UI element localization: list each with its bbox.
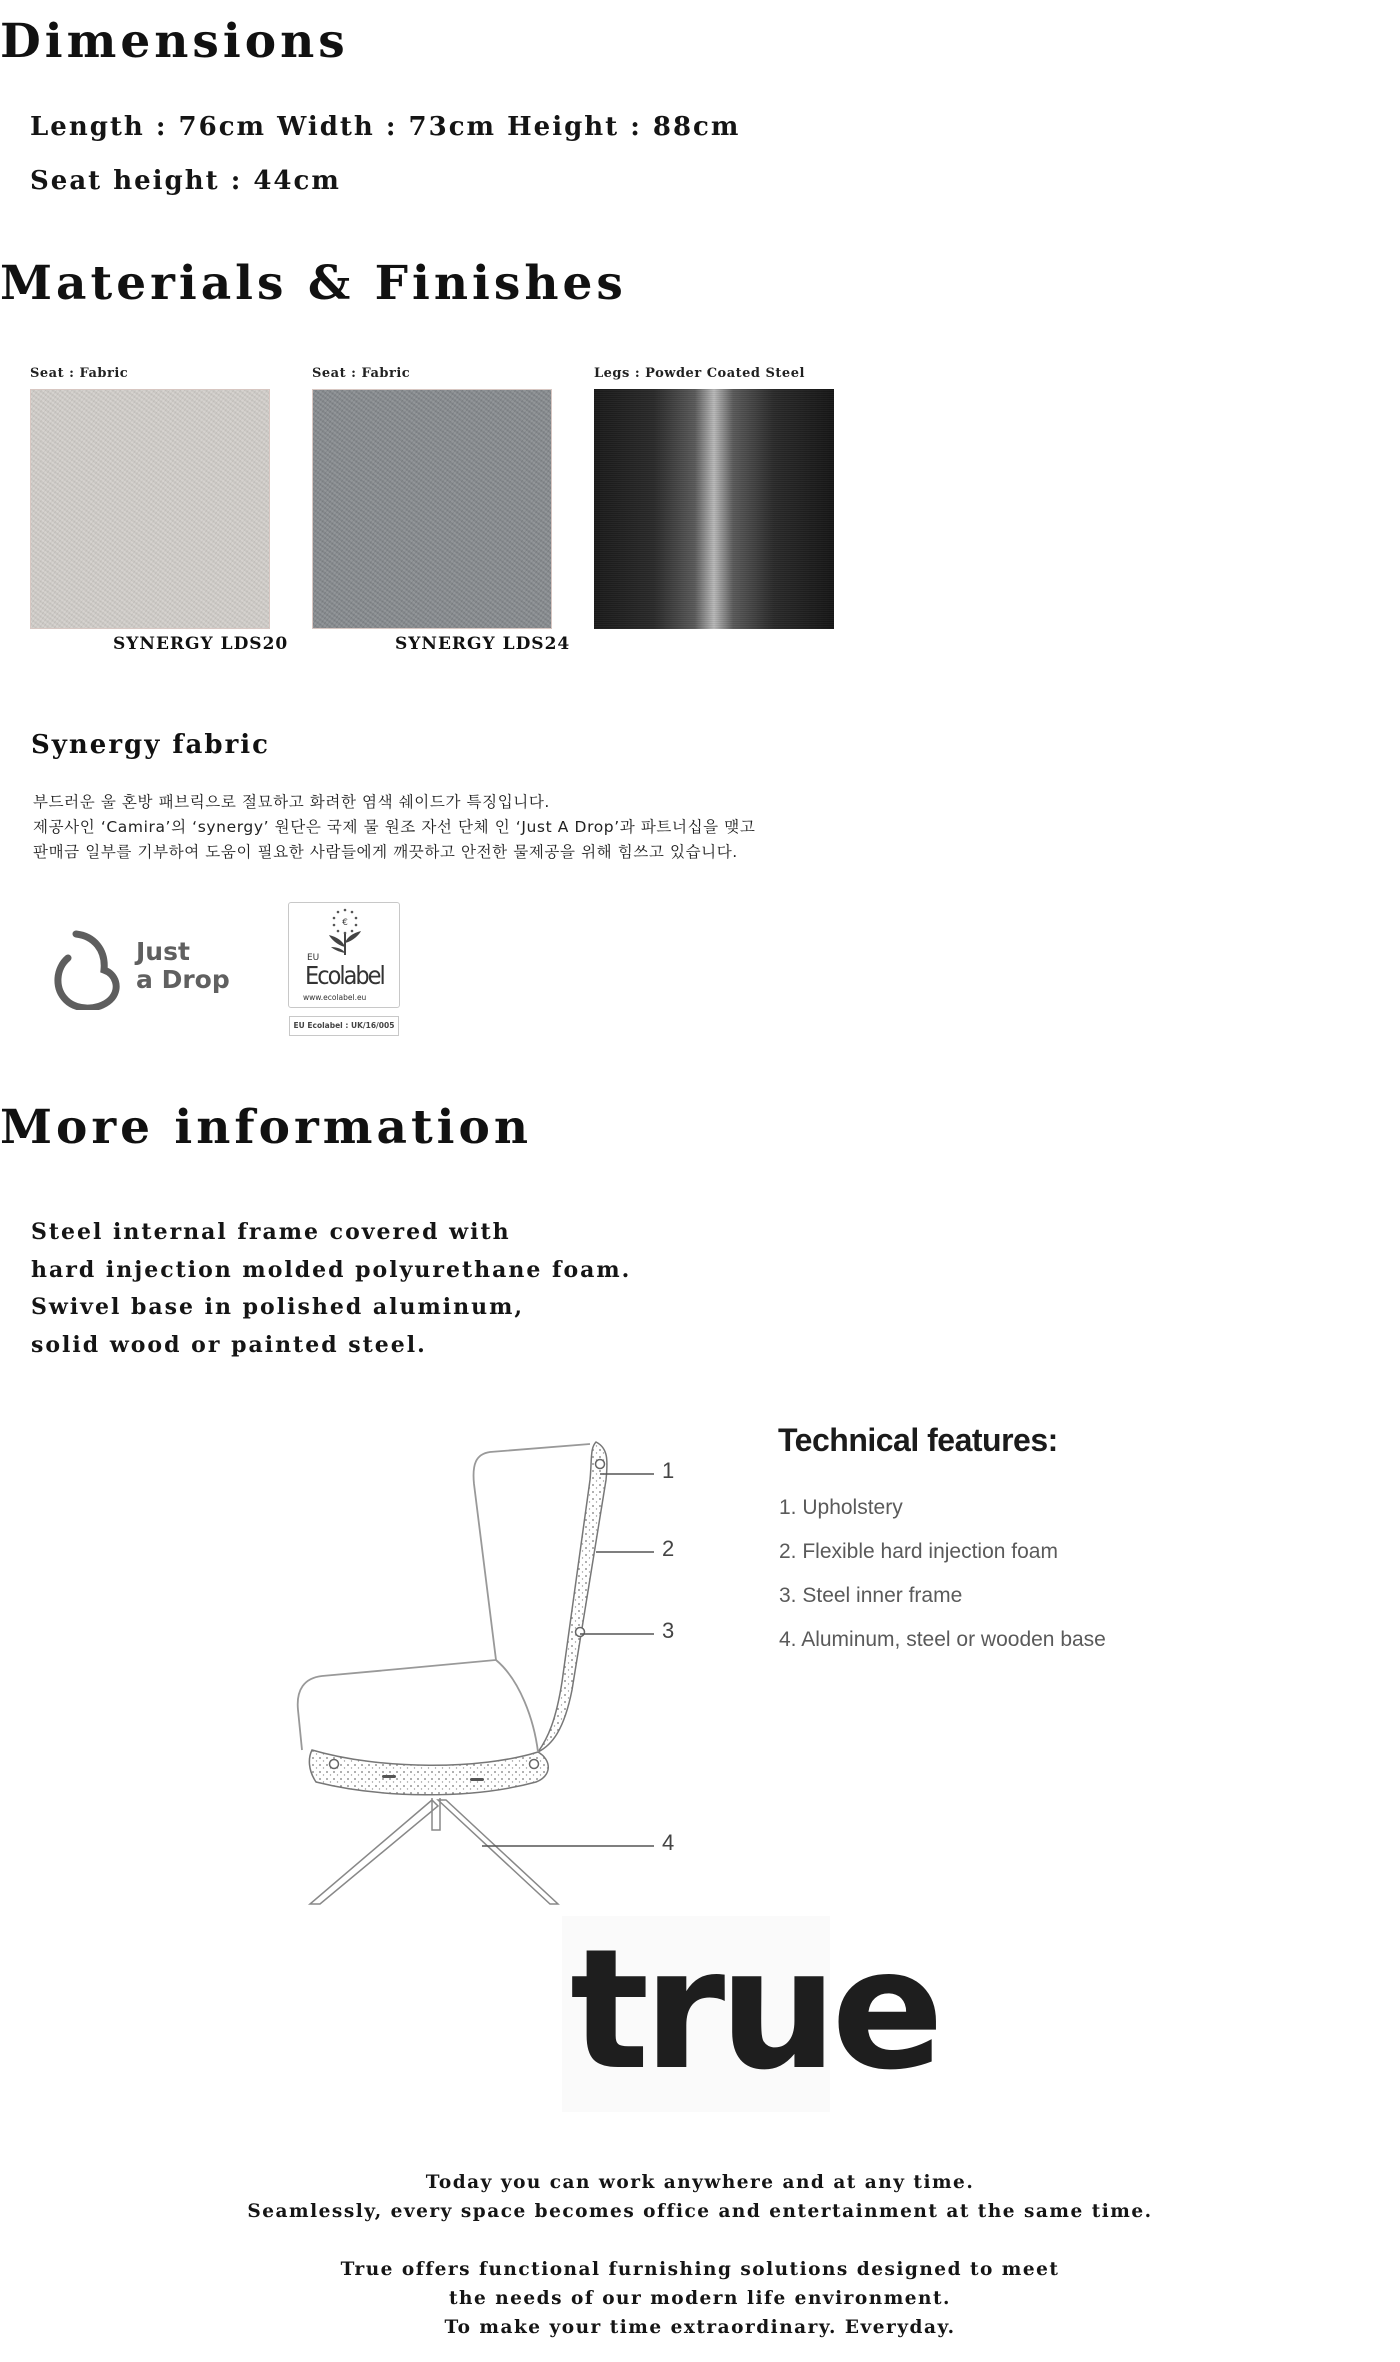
steel-swatch bbox=[594, 389, 834, 629]
upholstery-outline bbox=[298, 1444, 590, 1750]
ecolabel-flower-icon bbox=[323, 907, 367, 957]
footer-line: To make your time extraordinary. Everyday. bbox=[444, 2317, 956, 2338]
swatch-caption: Legs : Powder Coated Steel bbox=[594, 366, 805, 381]
brand-logo-box bbox=[562, 1914, 938, 2112]
footer-spacer bbox=[0, 2226, 1400, 2255]
dimensions-heading: Dimensions bbox=[0, 14, 349, 69]
more-info-text bbox=[31, 1214, 631, 1364]
fabric-description bbox=[33, 790, 755, 865]
fabric-description-line: 부드러운 울 혼방 패브릭으로 절묘하고 화려한 염색 쉐이드가 특징입니다. bbox=[33, 793, 550, 811]
ecolabel-word: Ecolabel bbox=[305, 961, 384, 990]
technical-features-list bbox=[779, 1486, 1106, 1662]
dimensions-size-line: Length : 76cm Width : 73cm Height : 88cm bbox=[30, 112, 741, 142]
footer-line: Today you can work anywhere and at any time. bbox=[425, 2172, 975, 2193]
technical-features-title: Technical features: bbox=[778, 1422, 1058, 1458]
materials-heading: Materials & Finishes bbox=[0, 256, 627, 311]
callout-1: 1 bbox=[662, 1458, 675, 1483]
fabric-heading: Synergy fabric bbox=[31, 730, 270, 760]
fabric-description-line: 제공사인 ‘Camira’의 ‘synergy’ 원단은 국제 물 원조 자선 단체 인 ‘Just A Drop’과 파트너십을 맺고 bbox=[33, 818, 756, 836]
just-a-drop-line2: a Drop bbox=[136, 965, 230, 994]
more-info-line: solid wood or painted steel. bbox=[31, 1331, 427, 1358]
dimensions-seat-height-line: Seat height : 44cm bbox=[30, 166, 341, 196]
callout-3: 3 bbox=[662, 1618, 675, 1643]
more-info-line: Steel internal frame covered with bbox=[31, 1219, 511, 1245]
technical-feature-item: 4. Aluminum, steel or wooden base bbox=[779, 1628, 1106, 1651]
more-info-line: Swivel base in polished aluminum, bbox=[31, 1294, 525, 1320]
swatch-name: SYNERGY LDS20 bbox=[113, 634, 289, 654]
callout-2: 2 bbox=[662, 1536, 675, 1561]
eu-ecolabel-logo bbox=[288, 902, 402, 1038]
ecolabel-eu-text: EU bbox=[307, 953, 320, 963]
fabric-description-line: 판매금 일부를 기부하여 도움이 필요한 사람들에게 깨끗하고 안전한 물제공을 위해 힘쓰고 있습니다. bbox=[33, 843, 738, 861]
base-legs bbox=[310, 1798, 558, 1904]
brand-logo: true bbox=[570, 1914, 938, 2107]
ecolabel-box bbox=[288, 902, 400, 1008]
technical-feature-item: 1. Upholstery bbox=[779, 1496, 903, 1519]
swatch-caption: Seat : Fabric bbox=[30, 366, 129, 381]
drop-icon bbox=[54, 928, 124, 1010]
swatch-caption: Seat : Fabric bbox=[312, 366, 411, 381]
technical-feature-item: 3. Steel inner frame bbox=[779, 1584, 963, 1607]
chair-cross-section-diagram bbox=[290, 1420, 710, 1920]
callout-4: 4 bbox=[662, 1830, 675, 1855]
ecolabel-url: www.ecolabel.eu bbox=[303, 993, 367, 1002]
back-foam-layer bbox=[538, 1442, 607, 1752]
footer-line: Seamlessly, every space becomes office and entertainment at the same time. bbox=[247, 2201, 1153, 2222]
footer-text bbox=[0, 2168, 1400, 2342]
svg-text:€: € bbox=[342, 918, 348, 928]
ecolabel-code: EU Ecolabel : UK/16/005 bbox=[289, 1016, 399, 1036]
fabric-swatch-lds20 bbox=[30, 389, 270, 629]
just-a-drop-logo bbox=[54, 928, 254, 1008]
footer-line: the needs of our modern life environment. bbox=[448, 2288, 951, 2309]
fabric-swatch-lds24 bbox=[312, 389, 552, 629]
footer-line: True offers functional furnishing solutions designed to meet bbox=[340, 2259, 1060, 2280]
just-a-drop-line1: Just bbox=[136, 937, 190, 966]
more-info-heading: More information bbox=[0, 1100, 533, 1155]
seat-foam-layer bbox=[309, 1750, 548, 1795]
swatch-name: SYNERGY LDS24 bbox=[395, 634, 571, 654]
technical-feature-item: 2. Flexible hard injection foam bbox=[779, 1540, 1058, 1563]
more-info-line: hard injection molded polyurethane foam. bbox=[31, 1256, 632, 1283]
